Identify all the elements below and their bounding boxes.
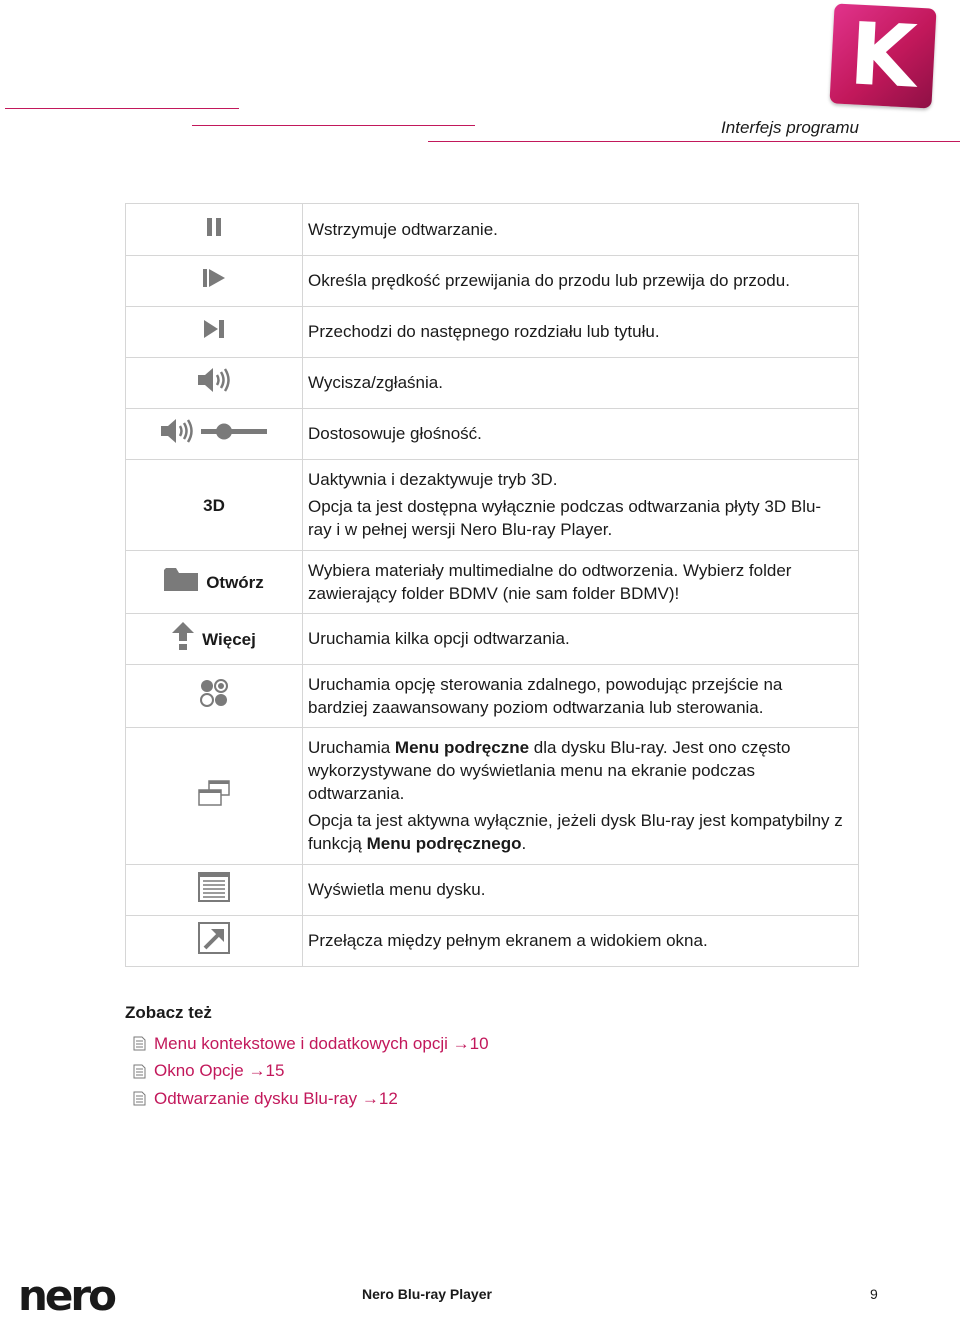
disc-menu-icon bbox=[198, 872, 230, 908]
3d-label: 3D bbox=[203, 495, 225, 515]
section-title: Interfejs programu bbox=[721, 118, 859, 137]
remote-control-icon bbox=[200, 679, 228, 713]
table-row bbox=[126, 307, 859, 358]
row-description: Uruchamia opcję sterowania zdalnego, powodując przejście na bardziej zaawansowany poziom odtwarzania lub sterowania. bbox=[303, 665, 859, 728]
table-row bbox=[126, 916, 859, 967]
row-description: Uruchamia kilka opcji odtwarzania. bbox=[303, 614, 859, 665]
table-row bbox=[126, 358, 859, 409]
see-also-link[interactable]: Menu kontekstowe i dodatkowych opcji →10 bbox=[133, 1030, 489, 1058]
nero-logo: nero bbox=[18, 1271, 114, 1320]
k-logo: K bbox=[829, 3, 936, 108]
document-icon bbox=[133, 1064, 146, 1079]
table-row bbox=[126, 460, 859, 551]
speaker-icon bbox=[198, 367, 230, 399]
table-row bbox=[126, 256, 859, 307]
controls-table bbox=[125, 203, 859, 967]
document-icon bbox=[133, 1036, 146, 1051]
row-description: Wstrzymuje odtwarzanie. bbox=[303, 204, 859, 256]
row-description: Dostosowuje głośność. bbox=[303, 409, 859, 460]
open-label: Otwórz bbox=[206, 572, 264, 592]
see-also-link[interactable]: Odtwarzanie dysku Blu-ray →12 bbox=[133, 1085, 489, 1113]
table-row bbox=[126, 665, 859, 728]
see-also-title: Zobacz też bbox=[125, 1003, 212, 1022]
page-number: 9 bbox=[870, 1286, 878, 1302]
table-row bbox=[126, 865, 859, 916]
popup-menu-icon bbox=[198, 780, 230, 812]
header-rule-1 bbox=[5, 108, 239, 109]
folder-icon bbox=[164, 567, 198, 597]
row-description: Wyświetla menu dysku. bbox=[303, 865, 859, 916]
table-row bbox=[126, 614, 859, 665]
row-description: Przechodzi do następnego rozdziału lub tytułu. bbox=[303, 307, 859, 358]
row-description: Uruchamia Menu podręczne dla dysku Blu-ray. Jest ono często wykorzystywane do wyświetlania menu na ekranie podczas odtwarzania. Opcja ta jest aktywna wyłącznie, jeżeli dysk Blu-ray jest kompatybilny z funkcją Menu podręcznego. bbox=[303, 728, 859, 865]
fast-forward-icon bbox=[203, 269, 225, 293]
table-row bbox=[126, 551, 859, 614]
pause-icon bbox=[206, 218, 222, 242]
row-description: Określa prędkość przewijania do przodu lub przewija do przodu. bbox=[303, 256, 859, 307]
table-row bbox=[126, 728, 859, 865]
eject-icon bbox=[172, 622, 194, 656]
header-rule-2 bbox=[192, 125, 475, 126]
table-row bbox=[126, 409, 859, 460]
document-icon bbox=[133, 1091, 146, 1106]
volume-slider-icon bbox=[161, 418, 267, 450]
header-rule-3 bbox=[428, 141, 960, 142]
more-label: Więcej bbox=[202, 629, 256, 649]
table-row bbox=[126, 204, 859, 256]
row-description: Przełącza między pełnym ekranem a widokiem okna. bbox=[303, 916, 859, 967]
footer-product-name: Nero Blu-ray Player bbox=[362, 1286, 492, 1302]
row-description: Wybiera materiały multimedialne do odtworzenia. Wybierz folder zawierający folder BDMV (nie sam folder BDMV)! bbox=[303, 551, 859, 614]
see-also-list bbox=[133, 1030, 489, 1113]
fullscreen-icon bbox=[198, 922, 230, 960]
next-chapter-icon bbox=[204, 320, 224, 344]
see-also-link[interactable]: Okno Opcje →15 bbox=[133, 1058, 489, 1086]
row-description: Wycisza/zgłaśnia. bbox=[303, 358, 859, 409]
row-description: Uaktywnia i dezaktywuje tryb 3D. Opcja ta jest dostępna wyłącznie podczas odtwarzania płyty 3D Blu-ray i w pełnej wersji Nero Blu-ray Player. bbox=[303, 460, 859, 551]
